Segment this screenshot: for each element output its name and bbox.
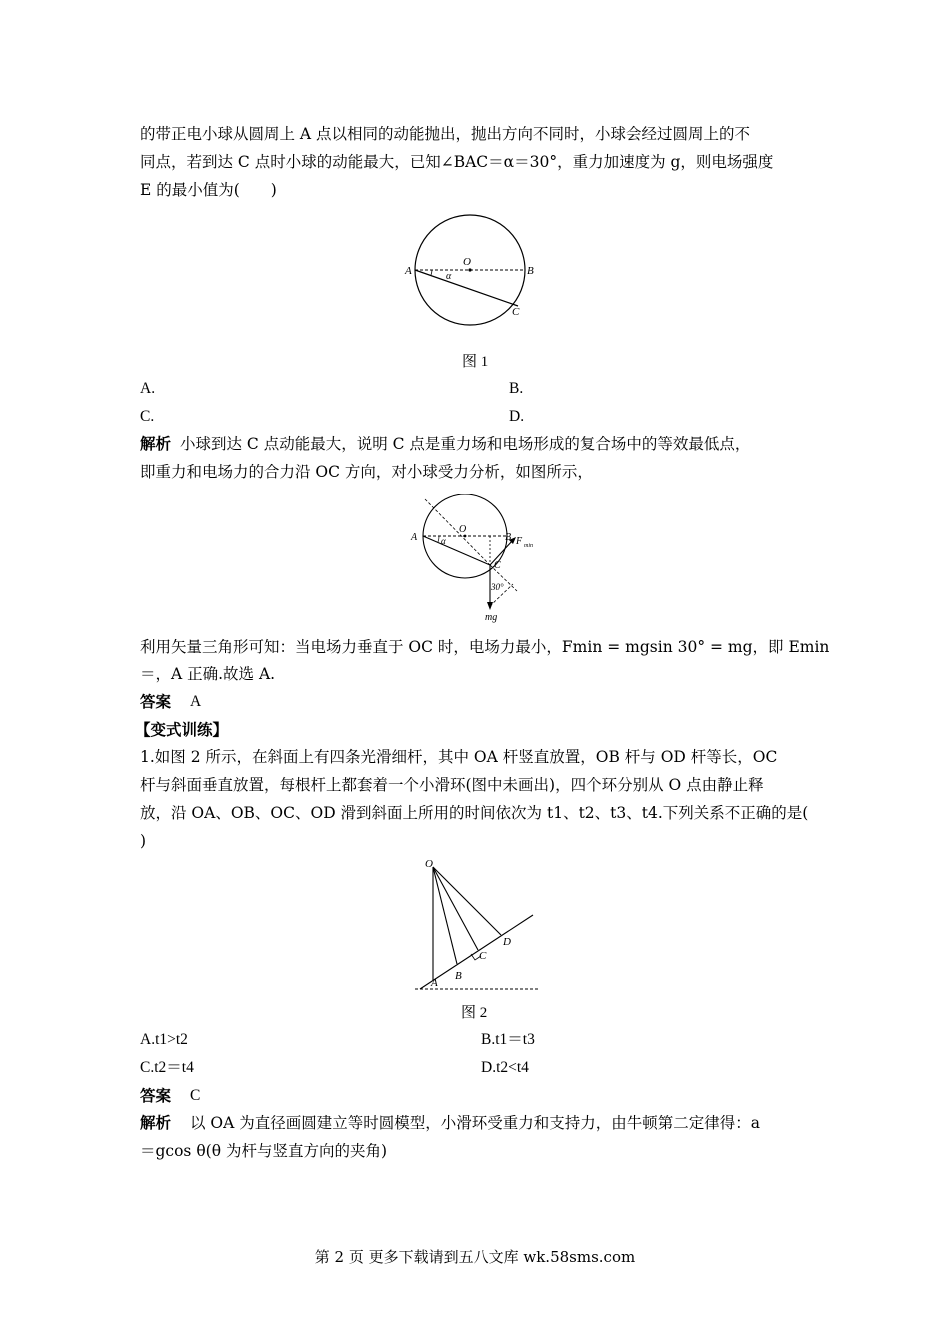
figure-2-caption: 图 2 [461, 1005, 488, 1021]
force-label-b: B [505, 532, 512, 543]
fig2-label-c: C [479, 950, 487, 962]
answer-label-1: 答案 [140, 692, 172, 711]
question-line-3: E 的最小值为( ) [140, 181, 277, 199]
label-a: A [405, 265, 412, 277]
question-line-2: 同点，若到达 C 点时小球的动能最大，已知∠BAC＝α＝30°，重力加速度为 g，则电场强度 [140, 153, 774, 171]
force-label-alpha: α [441, 536, 446, 546]
option-a: A. [140, 380, 156, 397]
option-d: D. [509, 408, 525, 425]
figure-1-caption: 图 1 [462, 354, 489, 370]
force-label-c: C [494, 560, 501, 571]
answer-value-1: A [190, 693, 202, 710]
force-label-f: F [516, 536, 523, 547]
analysis-2-line-2: ＝gcos θ(θ 为杆与竖直方向的夹角) [140, 1142, 388, 1160]
fig2-label-d: D [503, 936, 511, 948]
analysis-1-line-1: 小球到达 C 点动能最大，说明 C 点是重力场和电场形成的复合场中的等效最低点， [180, 435, 751, 453]
force-diagram [405, 494, 555, 624]
fig2-label-a: A [431, 977, 438, 989]
variant-heading: 【变式训练】 [135, 720, 229, 739]
force-label-a: A [411, 532, 418, 543]
figure-2-incline-diagram [405, 853, 550, 998]
figure-1-circle-diagram [400, 212, 550, 332]
variant-line-1: 1.如图 2 所示，在斜面上有四条光滑细杆，其中 OA 杆竖直放置，OB 杆与 OD 杆等长，OC [140, 748, 778, 766]
angle-arc [431, 270, 432, 275]
analysis-1-line-4: ＝，A 正确.故选 A. [140, 665, 276, 683]
variant-line-4: ) [140, 832, 147, 850]
force-label-30deg: 30° [491, 582, 504, 592]
force-angle-arc [438, 536, 439, 542]
option2-a: A.t1>t2 [140, 1031, 188, 1048]
label-c: C [512, 306, 520, 318]
analysis-label-2: 解析 [140, 1113, 172, 1132]
fig2-label-o: O [425, 858, 433, 870]
variant-line-2: 杆与斜面垂直放置，每根杆上都套着一个小滑环(图中未画出)，四个环分别从 O 点由静止释 [140, 776, 764, 794]
center-dot [468, 268, 471, 271]
label-alpha: α [446, 271, 452, 282]
question-line-1: 的带正电小球从圆周上 A 点以相同的动能抛出，抛出方向不同时，小球会经过圆周上的不 [140, 125, 751, 143]
chord-ac [415, 270, 518, 306]
option2-c: C.t2＝t4 [140, 1059, 194, 1076]
force-center-dot [464, 535, 467, 538]
oc-extension [425, 499, 490, 565]
analysis-1-line-3: 利用矢量三角形可知：当电场力垂直于 OC 时，电场力最小，Fmin = mgsin 30° = mg，即 Emin [140, 638, 830, 656]
page-footer: 第 2 页 更多下载请到五八文库 wk.58sms.com [314, 1248, 636, 1266]
variant-line-3: 放，沿 OA、OB、OC、OD 滑到斜面上所用的时间依次为 t1、t2、t3、t4.下列关系不正确的是( [140, 804, 809, 822]
answer-value-2: C [190, 1087, 201, 1104]
analysis-label-1: 解析 [140, 434, 172, 453]
rod-ob [433, 867, 457, 964]
force-label-min: min [524, 543, 533, 549]
force-label-mg: mg [485, 612, 498, 623]
analysis-1-line-2: 即重力和电场力的合力沿 OC 方向，对小球受力分析，如图所示， [140, 463, 593, 481]
rod-oc [433, 867, 478, 950]
fig2-label-b: B [455, 970, 462, 982]
option-b: B. [509, 380, 524, 397]
force-label-o: O [459, 524, 467, 535]
answer-label-2: 答案 [140, 1086, 172, 1105]
rod-od [433, 867, 501, 935]
option2-d: D.t2<t4 [481, 1059, 529, 1076]
option2-b: B.t1＝t3 [481, 1031, 535, 1048]
analysis-2-line-1: 以 OA 为直径画圆建立等时圆模型，小滑环受重力和支持力，由牛顿第二定律得：a [190, 1114, 760, 1132]
label-o: O [463, 256, 471, 268]
option-c: C. [140, 408, 155, 425]
label-b: B [527, 265, 534, 277]
force-chord-ac [423, 536, 490, 565]
